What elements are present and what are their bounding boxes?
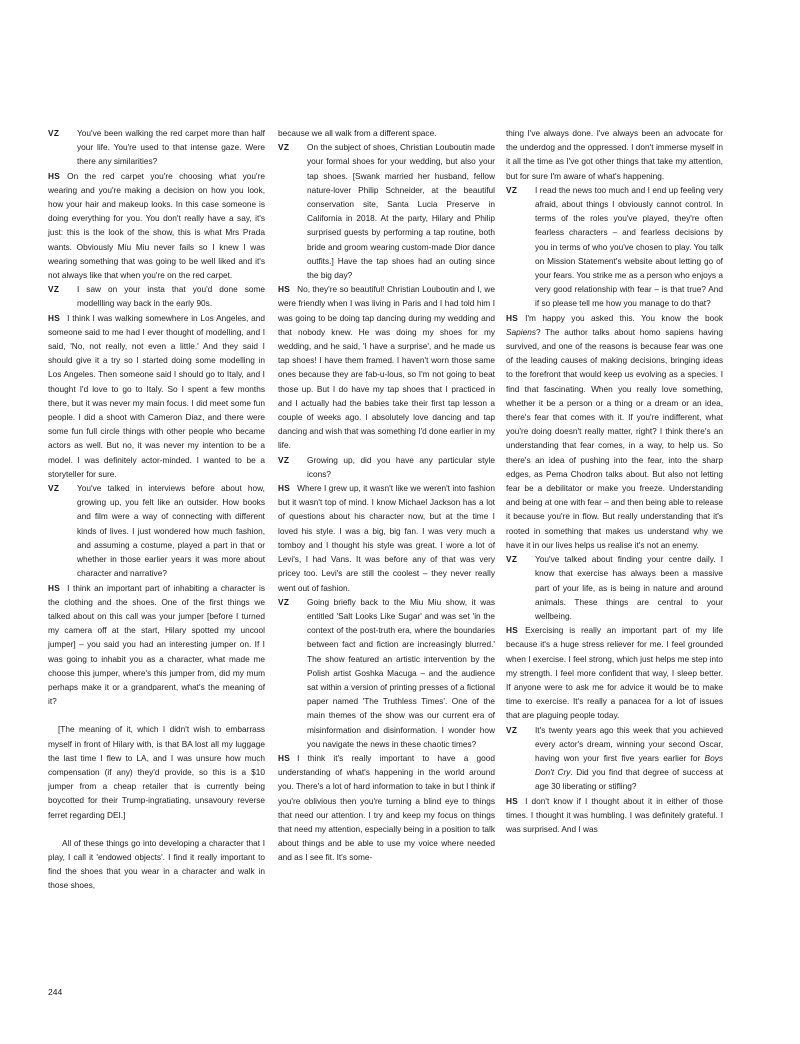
question: [278, 140, 495, 282]
answer: [48, 581, 265, 709]
question-text: You've talked in interviews before about how, growing up, you felt like an outsider. How books and film were a way of connecting with different kinds of lives. I just wondered how much fashion, and assuming a costume, played a part in that or whether in those earlier years it was more about character and narrative?: [77, 483, 265, 579]
speaker-initials: VZ: [48, 284, 60, 295]
speaker-initials: HS: [278, 284, 291, 295]
speaker-initials: VZ: [278, 454, 290, 465]
speaker-initials: HS: [278, 483, 291, 494]
answer: [506, 794, 723, 837]
question-text: You've talked about finding your centre daily. I know that exercise has always been a massive part of your life, as is being in nature and around animals. These things are central to your wellbeing.: [535, 554, 723, 621]
text-column-2: [278, 126, 495, 865]
text-column-3: [506, 126, 723, 836]
film-title: Boys Don't Cry: [535, 752, 723, 778]
answer-text: No, they're so beautiful! Christian Louboutin and I, we were friendly when I was living in Paris and I had told him I was going to be doing tap dancing during my wedding and that nobody knew. He was doing my shoes for my wedding, and he said, 'I have a surprise', and he made us tap shoes! I have them framed. I haven't worn those same ones because they are fab-u-lous, so I'm not going to beat those up. But I do have my tap shoes that I practiced in and I actually had the babies take their first tap lesson a couple of weeks ago. I absolutely love dancing and tap dancing and wish that was something I'd done earlier in my life.: [278, 284, 495, 451]
editor-note: [The meaning of it, which I didn't wish to embarrass myself in front of Hilary with, is that BA lost all my luggage the last time I flew to LA, and I was unsure how much compensation (if any) they'd provide, so this is a $10 jumper from a cheap retailer that is currently being boycotted for their Trump-ingratiating, unsavoury reverse ferret regarding DEI.]: [48, 724, 265, 820]
question: [506, 552, 723, 623]
answer-text-rest: ? The author talks about homo sapiens having survived, and one of the reasons is because fear was one of the leading causes of making decisions, bringing ideas to the forefront that would keep us evolving as a species. I find that fascinating. When you really love something, whether it be a person or a thing or a dream or an idea, there's fear that comes with it. If you're indifferent, what you're doing doesn't really matter, right? I think there's an understanding that fear comes, in a way, to help us. So there's an idea of pushing into the fear, into the sharp edges, as Pema Chodron talks about. But also not letting fear be a debilitator or make you freeze. Understanding and being at one with fear – and then being able to release it because you're in flow. But really understanding that it's rooted in something that makes us understand why we have it in our lives helps us realise it's not an enemy.: [506, 326, 723, 550]
question: [48, 282, 265, 310]
question-text: You've been walking the red carpet more than half your life. You're used to that intense gaze. Were there any similarities?: [77, 128, 265, 167]
speaker-initials: VZ: [506, 184, 518, 195]
answer-text: I don't know if I thought about it in either of those times. I thought it was humbling. I was definitely grateful. I was surprised. And I was: [506, 795, 723, 834]
speaker-initials: VZ: [48, 128, 60, 138]
answer: [278, 282, 495, 452]
answer-text-start: I'm happy you asked this. You know the book: [525, 312, 723, 323]
question: [48, 126, 265, 169]
answer-text: Where I grew up, it wasn't like we weren't into fashion but it wasn't top of mind. I know Michael Jackson has a lot of questions about his character now, but at the time I loved his style. I was a big, big fan. I was very much a tomboy and I thought his style was great. I wore a lot of Levi's, I had Vans. It was before any of that was very pricey too. Levi's are still the coolest – they never really went out of fashion.: [278, 483, 495, 593]
answer: [48, 169, 265, 283]
answer: [278, 481, 495, 595]
answer-text: I think I was walking somewhere in Los Angeles, and someone said to me had I ever thought of modelling, and I said, 'No, not really, not even a little.' And they said I should give it a try so I started doing some modelling in Los Angeles. Then someone said I should go to Italy, and I thought I'd love to go to Italy. So I spent a few months there, but it was never my main focus. I did meet some fun people. I did a shoot with Cameron Diaz, and there were some fun full circle things with other people who became actors as well. But no, it was never my intention to be a model. I was definitely actor-minded. I wanted to be a storyteller for sure.: [48, 312, 265, 479]
question-text-rest: . Did you find that degree of success at age 30 liberating or stifling?: [535, 767, 723, 792]
speaker-initials: HS: [48, 582, 61, 593]
question: [506, 723, 723, 794]
answer-continued: because we all walk from a different space.: [278, 128, 437, 138]
answer-text: I think it's really important to have a good understanding of what's happening in the world around you. There's a lot of hard information to take in but I think if you're oblivious then you're turning a blind eye to things that need our attention. I try and keep my focus on things that need my attention, especially being in a position to talk about things and be able to use my voice where needed and as I see fit. It's some-: [278, 752, 495, 863]
speaker-initials: HS: [48, 312, 61, 323]
speaker-initials: HS: [506, 625, 519, 636]
speaker-initials: HS: [506, 312, 519, 323]
question: [278, 453, 495, 481]
book-title: Sapiens: [506, 326, 536, 337]
question: [506, 183, 723, 311]
question-text: Growing up, did you have any particular style icons?: [307, 454, 495, 479]
answer: [278, 751, 495, 865]
question-text: I saw on your insta that you'd done some modellling way back in the early 90s.: [77, 284, 265, 309]
answer: [48, 311, 265, 481]
answer-continued: thing I've always done. I've always been an advocate for the underdog and the oppressed. I don't immerse myself in it all the time as I've got other things that take my attention, but for sure I'm aware of what's happening.: [506, 128, 723, 181]
speaker-initials: HS: [506, 795, 519, 806]
speaker-initials: VZ: [506, 724, 518, 735]
speaker-initials: VZ: [278, 142, 290, 153]
text-column-1: [48, 126, 265, 893]
speaker-initials: HS: [278, 752, 291, 763]
question-text-start: It's twenty years ago this week that you achieved every actor's dream, winning your second Oscar, having won your first five years earlier for: [535, 724, 723, 763]
answer-text: On the red carpet you're choosing what you're wearing and you're making a decision on how you look, how your hair and makeup looks. In this case someone is doing everything for you. You don't really have a say, it's just: this is the look of the show, this is what Mrs Prada wants. Obviously Miu Miu never fails so I knew I was wearing something that was going to be well liked and it's not always like that when you're on the red carpet.: [48, 170, 265, 281]
page-number: 244: [48, 987, 63, 997]
question: [278, 595, 495, 751]
answer-text: Exercising is really an important part of my life because it's a huge stress reliever for me. I feel grounded when I exercise. I feel strong, which just helps me step into my strength. I feel more confident that way, I sleep better. If anyone were to ask me for advice it would be to make time to exercise. It's really a panacea for a lot of issues that are plaguing people today.: [506, 625, 723, 721]
question-text: I read the news too much and I end up feeling very afraid, about things I obviously cannot control. In terms of the roles you've played, they're often fearless characters – and fearless decisions by you in terms of who you've chosen to play. You talk on Mission Statement's website about letting go of your fears. You strike me as a person who enjoys a very good relationship with fear – is that true? And if so please tell me how you manage to do that?: [535, 184, 723, 309]
question-text: On the subject of shoes, Christian Louboutin made your formal shoes for your wedding, but also your tap shoes. [Swank married her husband, fellow nature-lover Philip Schneider, at the beautiful conservation site, Santa Lucia Preserve in California in 2018. At the party, Hilary and Philip surprised guests by performing a tap routine, both bride and groom wearing custom-made Dior dance outfits.] Have the tap shoes had an outing since the big day?: [307, 142, 495, 281]
speaker-initials: VZ: [278, 596, 290, 607]
answer: [506, 623, 723, 722]
answer-text: I think an important part of inhabiting a character is the clothing and the shoes. One of the first things we talked about on this call was your jumper [before I turned my camera off at the start, Hilary spotted my uncool jumper] – you said you had an interesting jumper on. If I was going to inhabit you as a character, what made me choose this jumper, where's this jumper from, did my mum perhaps make it or a grandparent, what's the meaning of it?: [48, 582, 265, 707]
question: [48, 481, 265, 580]
answer: [506, 311, 723, 552]
speaker-initials: VZ: [506, 554, 518, 565]
question-text: Going briefly back to the Miu Miu show, it was entitled 'Salt Looks Like Sugar' and was set 'in the context of the post-truth era, where the boundaries between fact and fiction are increasingly blurred.' The show featured an artistic intervention by the Polish artist Goshka Macuga – and the audience sat within a version of printing presses of a fictional paper named 'The Truthless Times'. One of the main themes of the show was our current era of misinformation and disinformation. I wonder how you navigate the news in these chaotic times?: [307, 596, 495, 749]
answer-continued: All of these things go into developing a character that I play, I call it 'endowed objects'. I find it really important to find the shoes that you wear in a character and walk in those shoes,: [48, 837, 265, 891]
speaker-initials: VZ: [48, 483, 60, 494]
speaker-initials: HS: [48, 170, 61, 181]
